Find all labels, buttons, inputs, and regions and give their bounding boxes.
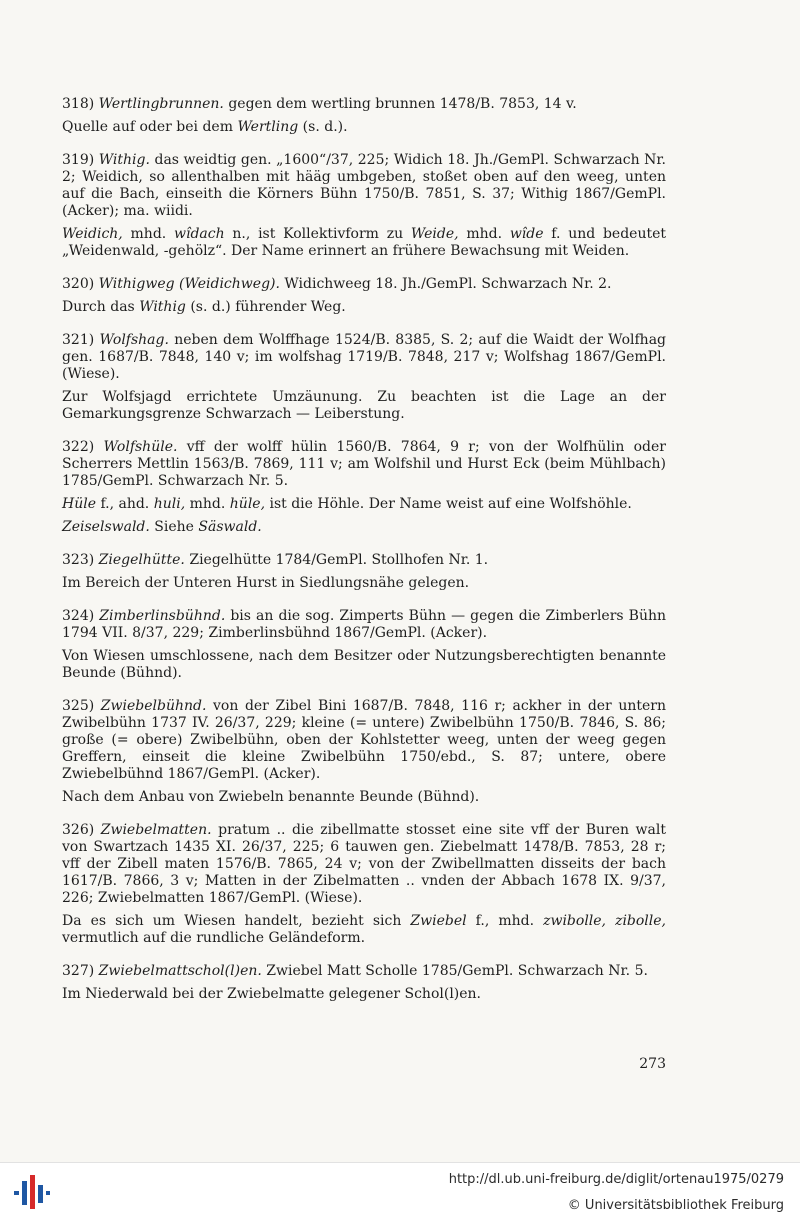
text-run: mhd. (122, 226, 174, 242)
entry-explanation (62, 913, 666, 947)
text-run: Quelle auf oder bei dem (62, 119, 238, 135)
entry-explanation (62, 648, 666, 682)
italic-term: Wertlingbrunnen. (98, 96, 224, 112)
entry-heading (62, 96, 666, 113)
entry-heading (62, 608, 666, 642)
text-run: 327) (62, 963, 99, 979)
italic-term: Withig (139, 299, 186, 315)
dictionary-entry (62, 276, 666, 316)
italic-term: Zwiebelbühnd. (100, 698, 207, 714)
italic-term: Withigweg (Weidichweg). (98, 276, 280, 292)
text-run: 326) (62, 822, 101, 838)
italic-term: Wertling (237, 119, 299, 135)
italic-term: Wolfshüle. (103, 439, 178, 455)
entry-heading (62, 152, 666, 220)
italic-term: zwibolle, zibolle, (543, 913, 667, 929)
entry-heading (62, 552, 666, 569)
italic-term: hüle, (229, 496, 266, 512)
italic-term: Zwiebelmattschol(l)en. (98, 963, 262, 979)
text-run: 319) (62, 152, 99, 168)
italic-term: Ziegelhütte. (98, 552, 185, 568)
italic-term: Zwiebelmatten. (100, 822, 212, 838)
text-run: bis an die sog. Zimperts Bühn — gegen die Zimberlers Bühn 1794 VII. 8/37, 229; Zimberlinsbühnd 1867/GemPl. (Acker). (62, 608, 667, 641)
text-run: Durch das (62, 299, 140, 315)
text-run: von der Zibel Bini 1687/B. 7848, 116 r; ackher in der untern Zwibelbühn 1737 IV. 26/37, 229; kleine (= untere) Zwibelbühn 1750/B. 7846, S. 86; große (= obere) Zwibelbühn, oben der Kohlstetter weeg, unten der weeg gegen Greffern, einseit die kleine Zwibelbühn 1750/ebd., S. 87; untere, obere Zwiebelbühnd 1867/GemPl. (Acker). (62, 698, 666, 782)
text-run: mhd. (458, 226, 510, 242)
copyright-notice: © Universitätsbibliothek Freiburg (567, 1198, 784, 1213)
entry-heading (62, 822, 666, 907)
text-run: vermutlich auf die rundliche Geländeform. (62, 930, 366, 946)
text-run: f., mhd. (466, 913, 544, 929)
entry-explanation (62, 299, 666, 316)
italic-term: Zeiselswald. (62, 519, 150, 535)
italic-term: Zimberlinsbühnd. (99, 608, 226, 624)
text-run: Ziegelhütte 1784/GemPl. Stollhofen Nr. 1. (184, 552, 489, 568)
entry-heading (62, 963, 666, 980)
text-run: Im Niederwald bei der Zwiebelmatte gelegener Schol(l)en. (62, 986, 482, 1002)
italic-term: Säswald. (198, 519, 262, 535)
permalink-url[interactable]: http://dl.ub.uni-freiburg.de/diglit/ortenau1975/0279 (448, 1172, 784, 1187)
entry-explanation (62, 986, 666, 1003)
page-text (62, 96, 666, 1009)
text-run: 321) (62, 332, 100, 348)
entry-explanation (62, 496, 666, 513)
text-run: Nach dem Anbau von Zwiebeln benannte Beunde (Bühnd). (62, 789, 480, 805)
text-run: 318) (62, 96, 99, 112)
text-run: 320) (62, 276, 99, 292)
dictionary-entry (62, 698, 666, 806)
dictionary-entry (62, 439, 666, 536)
entry-explanation (62, 789, 666, 806)
text-run: neben dem Wolffhage 1524/B. 8385, S. 2; auf die Waidt der Wolfhag gen. 1687/B. 7848, 140 v; im wolfshag 1719/B. 7848, 217 v; Wolfshag 1867/GemPl. (Wiese). (62, 332, 666, 382)
italic-term: Zwiebel (410, 913, 467, 929)
italic-term: Weidich, (62, 226, 123, 242)
entry-explanation (62, 119, 666, 136)
text-run: 322) (62, 439, 104, 455)
text-run: Zwiebel Matt Scholle 1785/GemPl. Schwarzach Nr. 5. (261, 963, 648, 979)
text-run: pratum .. die zibellmatte stosset eine site vff der Buren walt von Swartzach 1435 XI. 26/37, 225; 6 tauwen gen. Ziebelmatt 1478/B. 7853, 28 r; vff der Zibell maten 1576/B. 7865, 24 v; von der Zwibellmatten disseits der bach 1617/B. 7866, 3 v; Matten in der Zibelmatten .. vnden der Abbach 1678 IX. 9/37, 226; Zwiebelmatten 1867/GemPl. (Wiese). (62, 822, 666, 906)
italic-term: Weide, (410, 226, 459, 242)
text-run: mhd. (185, 496, 230, 512)
text-run: f., ahd. (96, 496, 154, 512)
text-run: f. und bedeutet „Weidenwald, -gehölz“. Der Name erinnert an frühere Bewachsung mit Weiden. (62, 226, 667, 259)
text-run: Von Wiesen umschlossene, nach dem Besitzer oder Nutzungsberechtigten benannte Beunde (Bühnd). (62, 648, 666, 681)
text-run: Zur Wolfsjagd errichtete Umzäunung. Zu beachten ist die Lage an der Gemarkungsgrenze Schwarzach — Leiberstung. (62, 389, 666, 422)
dictionary-entry (62, 152, 666, 260)
dictionary-entry (62, 552, 666, 592)
italic-term: wîdach (174, 226, 225, 242)
ub-freiburg-logo-icon (10, 1171, 52, 1213)
text-run: vff der wolff hülin 1560/B. 7864, 9 r; von der Wolfhülin oder Scherrers Mettlin 1563/B. 7869, 111 v; am Wolfshil und Hurst Eck (beim Mühlbach) 1785/GemPl. Schwarzach Nr. 5. (62, 439, 667, 489)
entry-explanation (62, 575, 666, 592)
entry-heading (62, 698, 666, 783)
entry-heading (62, 332, 666, 383)
italic-term: wîde (509, 226, 544, 242)
text-run: gegen dem wertling brunnen 1478/B. 7853, 14 v. (223, 96, 577, 112)
italic-term: huli, (153, 496, 186, 512)
text-run: 323) (62, 552, 99, 568)
text-run: n., ist Kollektivform zu (224, 226, 411, 242)
dictionary-entry (62, 822, 666, 947)
entry-explanation (62, 226, 666, 260)
text-run: Da es sich um Wiesen handelt, bezieht sich (62, 913, 411, 929)
dictionary-entry (62, 332, 666, 423)
italic-term: Wolfshag. (99, 332, 169, 348)
text-run: Widichweeg 18. Jh./GemPl. Schwarzach Nr. 2. (279, 276, 612, 292)
text-run: 325) (62, 698, 101, 714)
dictionary-entry (62, 608, 666, 682)
entry-heading (62, 276, 666, 293)
text-run: Im Bereich der Unteren Hurst in Siedlungsnähe gelegen. (62, 575, 470, 591)
text-run: das weidtig gen. „1600“/37, 225; Widich 18. Jh./GemPl. Schwarzach Nr. 2; Weidich, so allenthalben mit hääg umbgeben, stoßet oben auf den weeg, unten auf die Bach, einseith die Körners Bühn 1750/B. 7851, S. 37; Withig 1867/GemPl. (Acker); ma. wiidi. (62, 152, 667, 219)
italic-term: Withig. (98, 152, 150, 168)
entry-explanation (62, 389, 666, 423)
text-run: 324) (62, 608, 100, 624)
page-number: 273 (639, 1056, 666, 1072)
dictionary-entry (62, 96, 666, 136)
text-run: Siehe (149, 519, 199, 535)
footer-bar (0, 1162, 800, 1221)
text-run: (s. d.) führender Weg. (185, 299, 346, 315)
italic-term: Hüle (62, 496, 96, 512)
entry-explanation (62, 519, 666, 536)
text-run: (s. d.). (298, 119, 348, 135)
text-run: ist die Höhle. Der Name weist auf eine Wolfshöhle. (265, 496, 632, 512)
entry-heading (62, 439, 666, 490)
dictionary-entry (62, 963, 666, 1003)
